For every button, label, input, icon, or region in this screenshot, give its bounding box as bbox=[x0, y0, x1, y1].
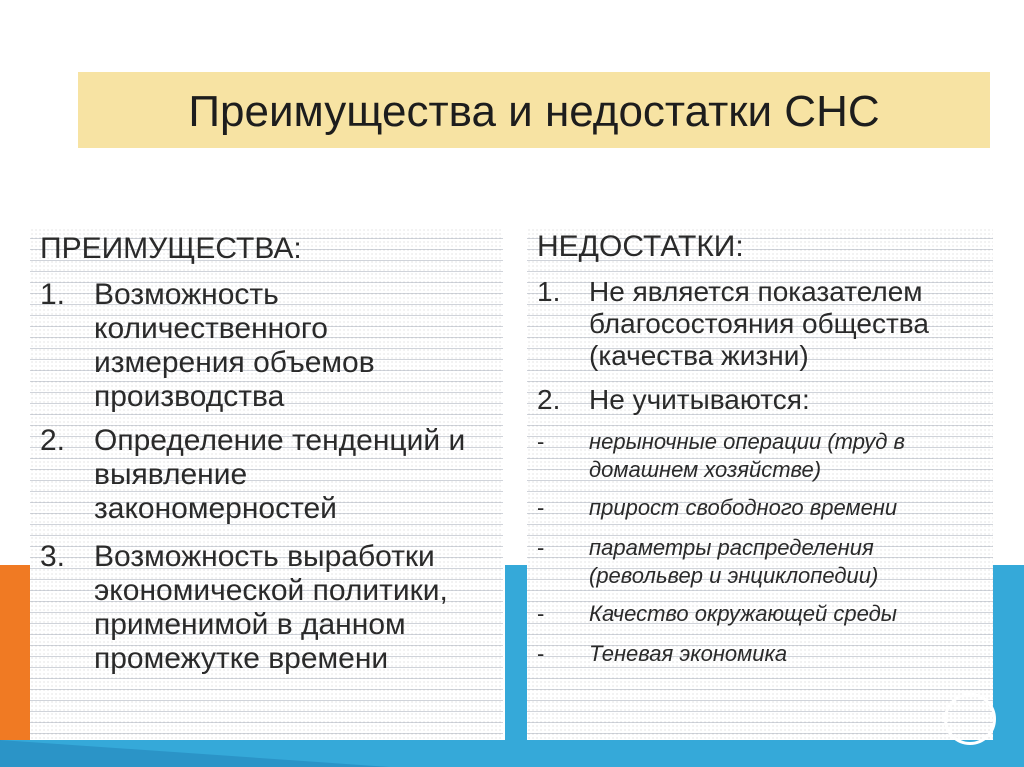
disadvantage-subitem bbox=[537, 534, 987, 590]
advantage-item-2 bbox=[40, 424, 490, 534]
subitem-text: прирост свободного времени bbox=[589, 495, 898, 520]
subitem-text: параметры распределения (револьвер и энциклопедии) bbox=[589, 535, 879, 588]
advantage-text: Возможность количественного измерения объемов производства bbox=[94, 278, 375, 413]
orange-accent-bar bbox=[0, 565, 30, 745]
advantage-text: Определение тенденций и выявление закономерностей bbox=[94, 424, 466, 525]
disadvantage-subitem bbox=[537, 428, 987, 484]
disadvantages-heading: НЕДОСТАТКИ: bbox=[537, 230, 744, 263]
dash-bullet: - bbox=[537, 495, 545, 520]
subitem-text: нерыночные операции (труд в домашнем хозяйстве) bbox=[589, 429, 906, 482]
disadvantage-item-1 bbox=[537, 276, 987, 376]
advantage-number: 1. bbox=[40, 278, 66, 311]
advantages-panel bbox=[30, 228, 503, 740]
disadvantage-number: 2. bbox=[537, 384, 561, 415]
disadvantage-subitem bbox=[537, 640, 987, 668]
title-bar bbox=[78, 72, 990, 148]
advantage-item-1 bbox=[40, 278, 490, 418]
subitem-text: Качество окружающей среды bbox=[589, 601, 897, 626]
disadvantage-item-2 bbox=[537, 384, 987, 418]
dash-bullet: - bbox=[537, 535, 545, 560]
disadvantage-number: 1. bbox=[537, 276, 561, 307]
advantages-heading: ПРЕИМУЩЕСТВА: bbox=[40, 232, 302, 265]
subitem-text: Теневая экономика bbox=[589, 641, 788, 666]
circle-icon[interactable] bbox=[944, 693, 996, 745]
advantage-number: 3. bbox=[40, 540, 66, 573]
dash-bullet: - bbox=[537, 601, 545, 626]
disadvantages-panel bbox=[527, 228, 993, 740]
disadvantage-text: Не является показателем благосостояния общества (качества жизни) bbox=[589, 276, 929, 371]
disadvantage-subitem bbox=[537, 600, 987, 628]
advantage-number: 2. bbox=[40, 424, 66, 457]
dash-bullet: - bbox=[537, 429, 545, 454]
blue-footer-wedge bbox=[0, 740, 390, 767]
disadvantage-text: Не учитываются: bbox=[589, 384, 810, 415]
advantage-item-3 bbox=[40, 540, 500, 690]
dash-bullet: - bbox=[537, 641, 545, 666]
disadvantage-subitem bbox=[537, 494, 987, 522]
advantage-text: Возможность выработки экономической политики, применимой в данном промежутке времени bbox=[94, 540, 448, 675]
slide-title: Преимущества и недостатки СНС bbox=[188, 87, 880, 136]
